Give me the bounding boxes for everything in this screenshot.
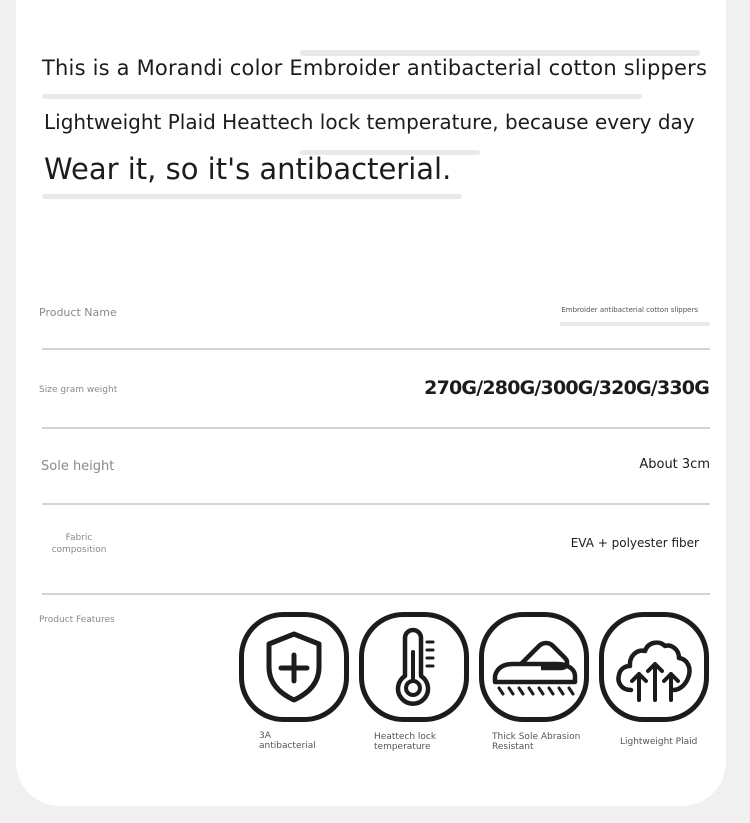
feature-label-thick-sole xyxy=(492,732,580,752)
product-name-label: Product Name xyxy=(39,306,117,319)
intro-line-2: Lightweight Plaid Heattech lock temperature, because every day xyxy=(44,110,695,134)
product-name-value: Embroider antibacterial cotton slippers xyxy=(561,306,698,314)
thermometer-icon xyxy=(359,612,469,722)
faint-text-bar xyxy=(42,94,642,99)
sole-height-label: Sole height xyxy=(41,459,115,474)
faint-text-bar xyxy=(42,194,462,199)
product-features-label: Product Features xyxy=(39,615,115,625)
fabric-value: EVA + polyester fiber xyxy=(570,536,699,550)
divider xyxy=(42,593,710,595)
fabric-label-line1: Fabric xyxy=(65,533,93,543)
divider xyxy=(42,348,710,350)
divider xyxy=(42,503,710,505)
cloud-arrows-icon xyxy=(599,612,709,722)
sole-height-value: About 3cm xyxy=(639,457,710,472)
feature-label-lightweight xyxy=(620,737,697,747)
feature-label-line: temperature xyxy=(374,742,431,752)
feature-label-line: Thick Sole Abrasion xyxy=(492,732,581,742)
faint-text-bar xyxy=(560,322,710,326)
feature-label-line: Resistant xyxy=(492,742,534,752)
shield-plus-icon xyxy=(239,612,349,722)
intro-line-1: This is a Morandi color Embroider antibacterial cotton slippers xyxy=(42,56,708,80)
fabric-label-line2: composition xyxy=(51,545,107,555)
feature-label-line: 3A xyxy=(259,731,271,741)
feature-label-antibacterial xyxy=(259,731,316,751)
divider xyxy=(42,427,710,429)
size-weight-label: Size gram weight xyxy=(39,385,118,395)
intro-line-3: Wear it, so it's antibacterial. xyxy=(44,152,452,186)
feature-label-heattech xyxy=(374,732,436,752)
fabric-label xyxy=(50,532,108,556)
feature-label-line: antibacterial xyxy=(259,741,316,751)
size-weight-value: 270G/280G/300G/320G/330G xyxy=(424,377,709,399)
feature-label-line: Heattech lock xyxy=(374,732,437,742)
feature-label-line: Lightweight Plaid xyxy=(620,737,698,747)
slipper-sole-icon xyxy=(479,612,589,722)
